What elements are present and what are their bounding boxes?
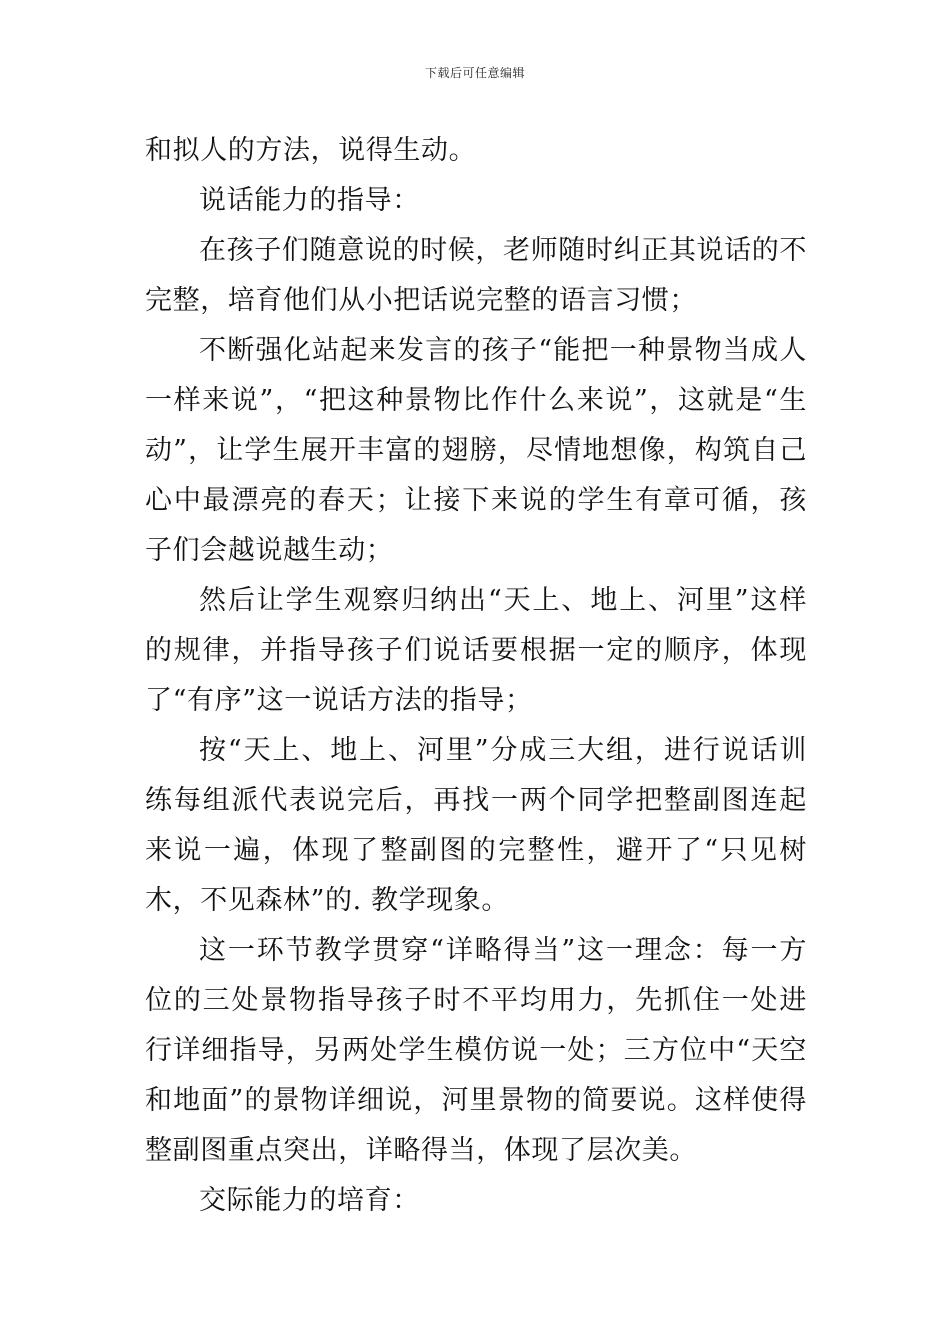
paragraph-8: 交际能力的培育： (199, 1185, 420, 1216)
page-header: 下载后可任意编辑 (424, 66, 525, 80)
paragraph-5: 然后让学生观察归纳出“天上、地上、河里”这样的规律，并指导孩子们说话要根据一定的顺序，体现了“有序”这一说话方法的指导； (145, 585, 807, 716)
paragraph-3: 在孩子们随意说的时候，老师随时纠正其说话的不完整，培育他们从小把话说完整的语言习惯； (145, 235, 807, 316)
document-body (145, 126, 807, 1226)
paragraph-6: 按“天上、地上、河里”分成三大组，进行说话训练每组派代表说完后，再找一两个同学把整副图连起来说一遍，体现了整副图的完整性，避开了“只见树木，不见森林”的. 教学现象。 (145, 735, 807, 916)
paragraph-1: 和拟人的方法，说得生动。 (145, 135, 477, 166)
paragraph-2: 说话能力的指导： (199, 185, 420, 216)
paragraph-7: 这一环节教学贯穿“详略得当”这一理念：每一方位的三处景物指导孩子时不平均用力，先抓住一处进行详细指导，另两处学生模仿说一处；三方位中“天空和地面”的景物详细说，河里景物的简要说。这样使得整副图重点突出，详略得当，体现了层次美。 (145, 935, 807, 1166)
paragraph-4: 不断强化站起来发言的孩子“能把一种景物当成人一样来说”，“把这种景物比作什么来说”，这就是“生动”，让学生展开丰富的翅膀，尽情地想像，构筑自己心中最漂亮的春天；让接下来说的学生有章可循，孩子们会越说越生动； (145, 335, 807, 566)
